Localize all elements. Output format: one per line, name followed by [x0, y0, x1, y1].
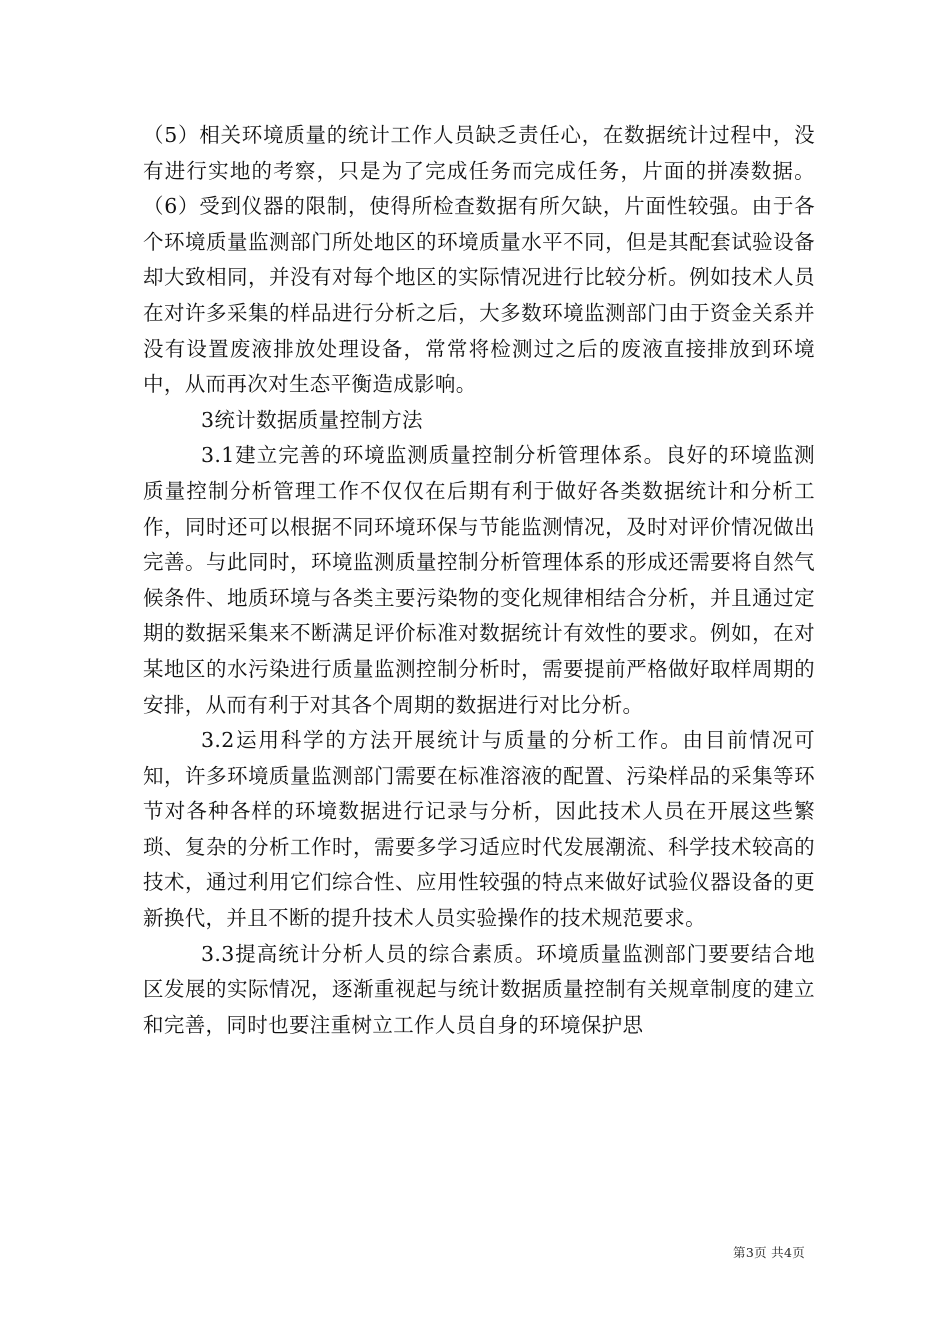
paragraph-3-2: 3.2运用科学的方法开展统计与质量的分析工作。由目前情况可知，许多环境质量监测部门需要在标准溶液的配置、污染样品的采集等环节对各种各样的环境数据进行记录与分析，因此技术人员在开展这些繁琐、复杂的分析工作时，需要多学习适应时代发展潮流、科学技术较高的技术，通过利用它们综合性、应用性较强的特点来做好试验仪器设备的更新换代，并且不断的提升技术人员实验操作的技术规范要求。	[143, 728, 815, 931]
page-number-footer: 第3页 共4页	[733, 1245, 805, 1260]
paragraph-3-1: 3.1建立完善的环境监测质量控制分析管理体系。良好的环境监测质量控制分析管理工作不仅仅在后期有利于做好各类数据统计和分析工作，同时还可以根据不同环境环保与节能监测情况，及时对评价情况做出完善。与此同时，环境监测质量控制分析管理体系的形成还需要将自然气候条件、地质环境与各类主要污染物的变化规律相结合分析，并且通过定期的数据采集来不断满足评价标准对数据统计有效性的要求。例如，在对某地区的水污染进行质量监测控制分析时，需要提前严格做好取样周期的安排，从而有利于对其各个周期的数据进行对比分析。	[143, 443, 815, 717]
paragraph-causes-5-6: （5）相关环境质量的统计工作人员缺乏责任心，在数据统计过程中，没有进行实地的考察，只是为了完成任务而完成任务，片面的拼凑数据。（6）受到仪器的限制，使得所检查数据有所欠缺，片面性较强。由于各个环境质量监测部门所处地区的环境质量水平不同，但是其配套试验设备却大致相同，并没有对每个地区的实际情况进行比较分析。例如技术人员在对许多采集的样品进行分析之后，大多数环境监测部门由于资金关系并没有设置废液排放处理设备，常常将检测过之后的废液直接排放到环境中，从而再次对生态平衡造成影响。	[143, 123, 815, 397]
document-body	[143, 118, 815, 1043]
paragraph-3-3: 3.3提高统计分析人员的综合素质。环境质量监测部门要要结合地区发展的实际情况，逐渐重视起与统计数据质量控制有关规章制度的建立和完善，同时也要注重树立工作人员自身的环境保护思	[143, 941, 815, 1037]
section-heading-3: 3统计数据质量控制方法	[201, 407, 423, 432]
